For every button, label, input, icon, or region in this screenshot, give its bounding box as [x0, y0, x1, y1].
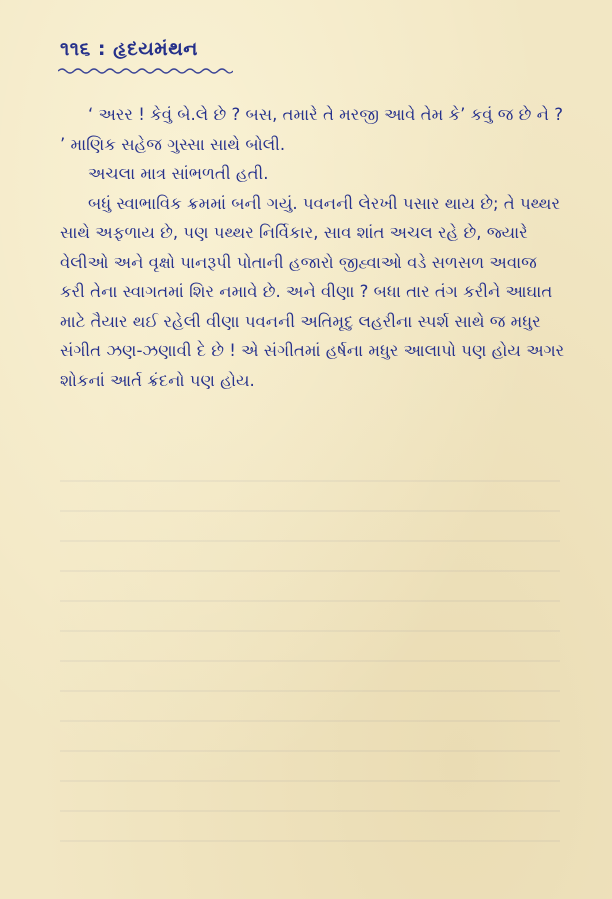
paragraph-nature-metaphor: બધું સ્વાભાવિક ક્રમમાં બની ગયું. પવનની લેરખી પસાર થાય છે; તે પથ્થર સાથે અફળાય છે, પણ પથ્થર નિર્વિકાર, સાવ શાંત અચલ રહે છે, જ્યારે વેલીઓ અને વૃક્ષો પાનરૂપી પોતાની હજારો જીહ્વાઓ વડે સળસળ અવાજ કરી તેના સ્વાગતમાં શિર નમાવે છે. અને વીણા ? બધા તાર તંગ કરીને આઘાત માટે તૈયાર થઈ રહેલી વીણા પવનની અતિમૃદુ લહરીના સ્પર્શ સાથે જ મધુર સંગીત ઝણ-ઝણાવી દે છે ! એ સંગીતમાં હર્ષના મધુર આલાપો પણ હોય અગર શોકનાં આર્ત ક્રંદનો પણ હોય.: [60, 193, 565, 390]
paragraph-dialogue: ‘ અરર ! કેવું બે.લે છે ? બસ, તમારે તે મરજી આવે તેમ કે’ કવું જ છે ને ? ’ માણિક સહેજ ગુસ્સા સાથે બોલી.: [60, 105, 563, 154]
page-header: ૧૧૬ : હૃદયમંથન: [60, 38, 198, 60]
page-body: [60, 100, 566, 395]
paragraph-achala-listening: અચલા માત્ર સાંભળતી હતી.: [88, 164, 269, 183]
bleed-through-texture: [60, 480, 560, 850]
header-wavy-underline: [58, 66, 233, 76]
